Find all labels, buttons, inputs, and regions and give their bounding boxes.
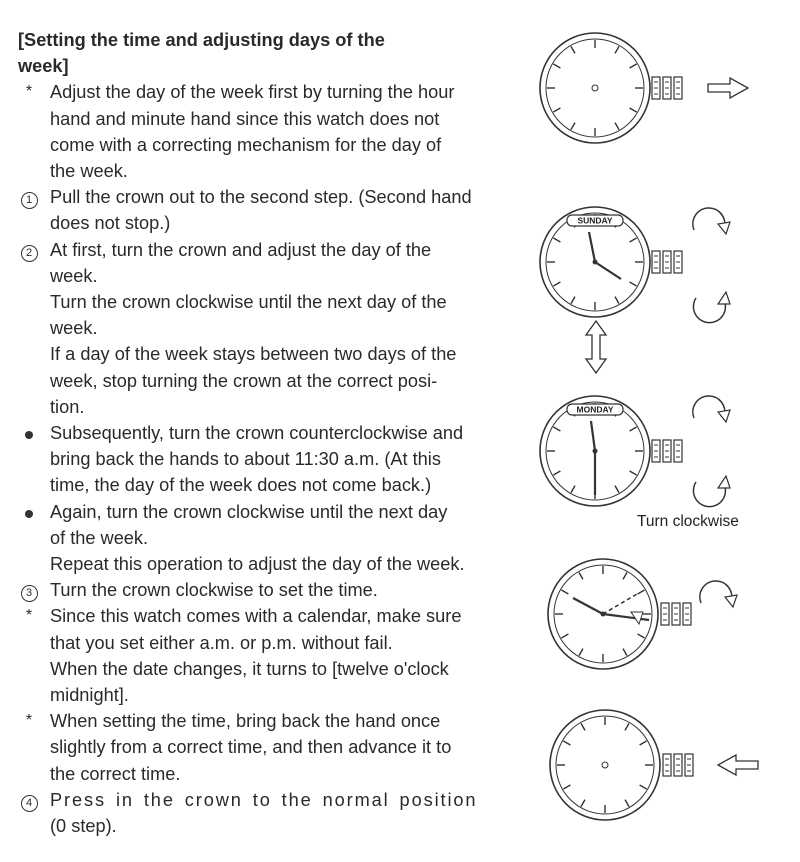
instructions-text xyxy=(16,27,516,839)
item-line: come with a correcting mechanism for the day of xyxy=(50,134,442,155)
step-number-4: 4 xyxy=(21,795,38,812)
item-line: If a day of the week stays between two days of the xyxy=(50,344,457,365)
watch-diagram-2 xyxy=(540,207,682,317)
item-line: (0 step). xyxy=(50,816,117,837)
day-window-label: SUNDAY xyxy=(577,215,613,226)
step-number-1: 1 xyxy=(21,192,38,209)
item-line: Repeat this operation to adjust the day of the week. xyxy=(50,554,465,575)
item-line: time, the day of the week does not come back.) xyxy=(50,475,432,496)
watch-diagram-1 xyxy=(540,33,682,143)
item-line: At first, turn the crown and adjust the day of the xyxy=(50,239,432,260)
watch-diagram-5 xyxy=(550,710,693,820)
list-item xyxy=(16,79,516,184)
push-arrow-icon xyxy=(718,755,758,775)
section-heading xyxy=(18,27,516,79)
clockwise-arrow-icon xyxy=(700,581,737,607)
clockwise-arrow-icon xyxy=(693,476,730,507)
item-line: bring back the hands to about 11:30 a.m. (At this xyxy=(50,449,441,470)
asterisk-marker: * xyxy=(25,83,33,101)
clockwise-arrow-icon xyxy=(693,208,730,234)
list-item xyxy=(16,708,516,787)
item-line: week. xyxy=(50,265,98,286)
item-line: Pull the crown out to the second step. (Second hand xyxy=(50,187,472,208)
list-item xyxy=(16,499,516,578)
heading-line-2: week] xyxy=(18,56,69,77)
clockwise-arrow-icon xyxy=(693,396,730,422)
item-line: slightly from a correct time, and then advance it to xyxy=(50,737,452,758)
item-line: Turn the crown clockwise until the next day of the xyxy=(50,292,447,313)
list-item xyxy=(16,184,516,236)
list-item xyxy=(16,603,516,708)
list-item xyxy=(16,420,516,499)
double-arrow-icon xyxy=(586,321,606,373)
item-line: week. xyxy=(50,318,98,339)
turn-clockwise-caption: Turn clockwise xyxy=(637,513,739,530)
item-line: week, stop turning the crown at the correct posi- xyxy=(50,370,438,391)
list-item xyxy=(16,577,516,603)
asterisk-marker: * xyxy=(25,712,33,730)
item-line: the week. xyxy=(50,161,128,182)
bullet-marker xyxy=(25,510,33,518)
item-line: midnight]. xyxy=(50,685,129,706)
asterisk-marker: * xyxy=(25,607,33,625)
item-line: When setting the time, bring back the hand once xyxy=(50,711,441,732)
item-line: Turn the crown clockwise to set the time. xyxy=(50,580,378,601)
bullet-marker xyxy=(25,431,33,439)
item-line: Adjust the day of the week first by turning the hour xyxy=(50,82,455,103)
item-line: the correct time. xyxy=(50,763,181,784)
clockwise-arrow-icon xyxy=(693,292,730,323)
item-line: of the week. xyxy=(50,527,149,548)
item-line: Since this watch comes with a calendar, make sure xyxy=(50,606,462,627)
item-line: When the date changes, it turns to [twelve o'clock xyxy=(50,658,449,679)
list-item xyxy=(16,787,516,839)
item-line: hand and minute hand since this watch does not xyxy=(50,108,440,129)
item-line: Again, turn the crown clockwise until the next day xyxy=(50,501,448,522)
watch-diagram-3 xyxy=(540,396,682,506)
step-number-2: 2 xyxy=(21,245,38,262)
watch-diagrams xyxy=(520,20,800,862)
pull-arrow-icon xyxy=(708,78,748,98)
item-line: tion. xyxy=(50,396,85,417)
item-line: that you set either a.m. or p.m. without fail. xyxy=(50,632,393,653)
list-item xyxy=(16,237,516,420)
heading-line-1: [Setting the time and adjusting days of the xyxy=(18,30,385,50)
item-line: Subsequently, turn the crown counterclockwise and xyxy=(50,423,464,444)
item-line: Press in the crown to the normal position xyxy=(50,789,478,810)
watch-diagram-4 xyxy=(548,559,691,669)
day-window-label: MONDAY xyxy=(576,404,614,415)
item-line: does not stop.) xyxy=(50,213,171,234)
step-number-3: 3 xyxy=(21,585,38,602)
